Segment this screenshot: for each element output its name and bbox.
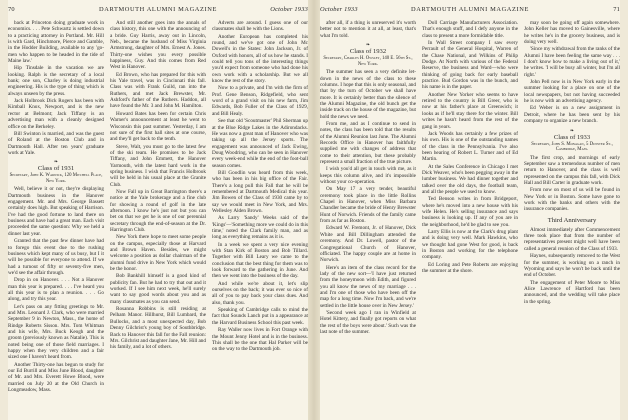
paragraph: Jack Holbrook Dick Rogers has been with Kimball Knox, Newport, and is the new rector at Belmont; Jack Tiffany is an advertising man with a cleanly designed office on the Berkeley. <box>8 98 104 130</box>
paragraph: The engagement of Peter Moore to Miss Alice Lawrence of Hartford has been announced, and the wedding will take place in the spring. <box>524 279 620 305</box>
paragraph: In Wall Street company I saw every Perrault of the General Hospital, Warren of the Chase National, and Wilkins of Philip Dodge. At North with various of the Federal Reserve, the business and Ward—who were thinking of going back for early baseball practice. Bud Gordon was in the bunch, and his name is in the paper. <box>422 40 518 91</box>
magazine-title: DARTMOUTH ALUMNI MAGAZINE <box>411 6 529 13</box>
paragraph: Hip Tinsdale in the vacation we are looking. Ralph is the secretary of a local bank; one son, Charley is doing industrial engineering. His is the type of thing which is always unseen by the press. <box>8 65 104 97</box>
page-gutter <box>308 0 320 420</box>
paragraph: Haynes, subsequently removed to the West for the summer, is working on a ranch in Wyoming and says he won't be back until the end of October. <box>524 253 620 279</box>
paragraph: Steve, Walt, you must go to the latest few of the ski team. He promises to be Jack Tiffany, and John Emmett, the Hanover Yarmouth, with the latest hard work in the spring business. I wish that Francis Holbrook will be held in his usual place at the Granite Club. <box>110 143 206 188</box>
paragraph: Jack Woods has certainly a few prizes of his own. His is one of the outstanding names of the class in the Pennsylvania. I've also been hearing of Robert L. Turner and of Ed Martin. <box>422 130 518 163</box>
class-section-heading <box>320 43 416 67</box>
paragraph: Here's an item of the class record for the lady of the new sort—'I have just returned from the honeymoon with Edith, and figured you all know the news of my marriage . . . and I'm one of those who have been off the map for a long time. Now I'm back, and we're settled in the little house over in New Jersey.' <box>320 264 416 309</box>
text-column <box>422 20 518 416</box>
paragraph: Larry Ellis is now at the Clark's drug plant and is doing very well. Mark Hawkins, who we thought had gone West for good, is back in Boston and working for the telephone company. <box>422 229 518 261</box>
paragraph: Edward W. Fremont, Jr. of Hanover, Dick White and Bill Dillingham attended the ceremony. And Dr. Lowell, pastor of the Congregational Church of Hanover, officiated. The happy couple are at home in Norwich. <box>320 225 416 264</box>
paragraph: 'Second week ago I ran in Winfield at Hotel Kittery, and finally got reports on what the rest of the boys were about.' Such was the last note of the summer. <box>320 309 416 335</box>
paragraph: At the Sales Conference in Chicago I met Dick Weaver, who's been pegging away in the lumber business. We had dinner together and talked over the old days, the football team, and all the people we used to know. <box>422 163 518 195</box>
ornament-icon: ❧ <box>53 160 59 166</box>
paragraph: Almost immediately after Commencement three took place that from the number of representatives present might well have been called a general reunion of the Class of 1933. <box>524 226 620 252</box>
paragraph: And still another goes into the annals of class history, this one with the announcing of a bride. Guy Harris, away out in Lincoln, Neb., became the husband of Miss Virginia Armstrong, daughter of Mrs. Ernest A. Jones. Thirty-one wishes you every possible happiness, Guy. And this comes from Red West in Hanover. <box>110 20 206 71</box>
text-column <box>8 20 104 416</box>
paragraph: back at Princeton doing graduate work in economics. . . . Pete Schwartz is settled down to a practicing attorney in Portland. Mr. Hill is with Gard, Hinchmore, Pierce and Gamble, in the Hodder Building, available to any 'go-men who happen to be headed in the tide of Maine law.' <box>8 20 104 65</box>
paragraph: Ed Brown, who has prepared for this with his Yale travel, was in Cincinnati this fall. Class was with Frank Guild, ran into the Ruthers, and met Jack Brewster, Mr. Ashford's father of the Ruthers. Haddon, all have found the Mr. 3 and John M. Hamilton. <box>110 71 206 110</box>
paragraph: Speaking of Cambridge calls to mind the fact that Sounds Lanch put in a appearance at the Harvard Business School this past week. <box>212 307 308 326</box>
paragraph: Bill Swinton is married, and was the guest of Roland at the Boston Club and in Dartmouth Hall. After ten years' graduate work at Yale. <box>8 130 104 156</box>
ornament-icon: ❧ <box>365 43 371 49</box>
ornament-icon: ❧ <box>569 128 575 134</box>
paragraph: And while we're about it, let's slip ourselves on the back; it was ever so nice of all of you to pay back your class dues. And also, thank you. <box>212 280 308 306</box>
paragraph: 'Since my withdrawal from the ranks of the Alumni I have been feeling the same way . . . I don't know how to make a living out of it,' he writes. 'I will be busy all winter, but I'm all right.' <box>524 46 620 78</box>
text-column <box>110 20 206 416</box>
page-number: 71 <box>613 6 620 13</box>
class-heading: Class of 1933 <box>553 133 591 141</box>
paragraph: Another New Yorker who seems to have retired to the country is Bill Greer, who is now at his father's place at Greenwich; it looks as if he'll stay there for the winter. Bill writes he hasn't heard from the rest of the gang in years. <box>422 91 518 130</box>
paragraph: Ed Loring and Pete Roberts are enjoying the summer at the shore. <box>422 261 518 275</box>
class-heading: Third Anniversary <box>547 216 597 224</box>
class-section-heading <box>524 217 620 225</box>
paragraph: Bob Bankhill himself is a good kind of publicity fan. But he had to try that out and it worked. If I see him next week, he'll surely want to say good words about you and as many classmates as you can send. <box>110 273 206 305</box>
paragraph: The first crop, and mornings of early September saw a tremendous number of men return to Hanover, and the class is well represented on the campus this fall, with Dick Hall and Bill Carter in graduate work. <box>524 154 620 187</box>
paragraph: From now on most of us will be found in New York or in Boston. Some have gone to work with the banks and others with the insurance companies. <box>524 187 620 213</box>
left-page <box>8 0 308 420</box>
left-columns <box>8 20 308 416</box>
paragraph: Well, believe it or not, they're displaying Dartmouth business in the Hanover engagement. Mr. and Mrs. George Bassett certainly does high. But speaking of Harrison. I've had the good fortune to land there on business and have had a great man. Each visit proceeded the same question: Why we held a dinner last year. <box>8 186 104 237</box>
paragraph: Ed Weber is on a new assignment in Detroit, where he has been sent by his company to organize a new branch. <box>524 105 620 125</box>
paragraph: after all, if a thing is unreserved it's worth better not to mention it at all, at least, that's what I'm told. <box>320 20 416 39</box>
paragraph: Granted that the past few dinner have had to forego this event due to the rushing business which kept many of us busy, but I it will be possible for everyone to attend. If we had a turnout of fifty or seventy-five men, we'd see the affair through. <box>8 238 104 276</box>
paragraph: Ray Waller now lives in Fort Orange with the Mount Jenny Hotel and is in the business. This shall be the one that Hal Parker will be on the way to the Dartmouth job. <box>212 327 308 353</box>
class-section-heading <box>8 160 104 184</box>
right-page <box>320 0 620 420</box>
class-secretary-line: Secretary, John K. Warwick, 120 Mitchell Place, New York. <box>9 173 103 184</box>
right-running-head <box>320 6 620 16</box>
paragraph: Bill Goodlin was heard from this week, who has been in his big office of the Fair. There's a long pull this Fall that he will be remembered at Dartmouth Medical this year. Jim Bowen of the Class of 1930 came by to say we would meet in New York, and Mrs. Wellesley Alden Brown. <box>212 169 308 214</box>
paragraph: Rosanna Robbins is still residing at Pelham Manor. Hillhurst, Bill Lumbard, the Bullocks, and a most unexpected day, Bob Denny Gilchrist's young boy of Southbridge. Back to Hanover this fall for the Fall reunion: Mrs. Gilchrist and daughter Jane, Mr. Hill and his family, and a lot of others. <box>110 306 206 351</box>
paragraph: Now Fall up in Great Barrington there's a notice at the Yale brokerage and a fine club for showing a round of golf in the late afternoon. I know he's just not but you can bet on that we get he is one of our perennial secretary through the end-of-season at the Dr. Harrington Club. <box>110 188 206 233</box>
paragraph: Adverts are around. I guess one of our classmates shall be with the Lions. <box>212 20 308 33</box>
paragraph: In a week we spent a very nice evening with Stan Kirk of Boston and Bob Tillard. Together with Bill Leary we came to the conclusion that the best thing for them was to look forward to the gathering in June. And then we went into the business of the day. <box>212 241 308 280</box>
paragraph: As Larry 'Sandy' Weeks said of the 'Kings'—'Something more we could do in this time,' noted the Clark family man, and as long as everything remains as it is. <box>212 215 308 241</box>
class-heading: Class of 1932 <box>349 48 387 56</box>
paragraph: I wish you'd all get in touch with me, as it keeps this column alive, and it's impossible without your co-operation. <box>320 166 416 186</box>
paragraph: See that old 'Scoutmaster' Phil Sherman up at the Blue Ridge Lakes in the Adirondacks. He was now a great man of Hanover who was taking up all the Jersey sports. The engagement was announced of Jack Ewing, Doug Woodring, who can be seen in Hanover every week-end while the end of the foot-ball season comes. <box>212 118 308 169</box>
paragraph: Doll Carriage Manufacturers Association. That's enough stuff, and I defy anyone in the class to present a more formidable title. <box>422 20 518 39</box>
paragraph: John Pell now is in New York early in the summer looking for a place on one of the local newspapers, but not having succeeded he is now with an advertising agency. <box>524 79 620 105</box>
paragraph: Howard Bates has been for certain Chris Warner's announcement at least he went to Wisconsin this past summer. Yesterday, I am not sure of the first hall sites at one course, and they'll get back to the tenth. <box>110 110 206 143</box>
class-heading: Class of 1931 <box>37 165 75 173</box>
paragraph: New York there hope to meet some people on the campus, especially those at Harvard and Brown Haven. Besides, we might welcome a position as dollar chairman of the alumni fund drive in New York which would be the honor. <box>110 234 206 273</box>
left-running-head <box>8 6 308 16</box>
text-column <box>320 20 416 416</box>
paragraph: On May 17 a very tender, beautiful ceremony took place in the little Rollins Chapel in Hanover, when Miss Barbara Chandler became the bride of Henry Brewster Hunt of Norwich. Friends of the family came from as far as Boston. <box>320 186 416 225</box>
class-section-heading <box>524 129 620 153</box>
issue-date: October 1933 <box>270 6 308 13</box>
paragraph: may soon be going off again somewhere. John Keller has moved to Gainesville, where he writes he's in the grocery business, and is doing very well. <box>524 20 620 46</box>
paragraph: From me, and as I continue to send in notes, the class has been told that the results of the Alumni Reunion last June. The Alumni Records Office in Hanover has faithfully supplied me with changes of address that come to their attention, but these probably represent a small fraction of the true picture. <box>320 120 416 166</box>
text-column <box>524 20 620 416</box>
text-column <box>212 20 308 416</box>
class-secretary-line: Secretary, Charles H. Owsley, 140 E. 56th St., New York. <box>323 56 413 67</box>
magazine-title: DARTMOUTH ALUMNI MAGAZINE <box>99 6 217 13</box>
paragraph: The summer has seen a very definite let-down in the news of the class to these columns. I hope that this is only seasonal, and that by the turn of October we shall have more. It is certainly better than the silence of the Alumni Magazine, the old bunch get the inside track on the house of the magazine, but hold the news we need. <box>320 69 416 120</box>
paragraph: Another European has completed his round, and we've got one of John Mc Dowell's in the States: John Jackson, Jr. of Oxford with honors, all of us how he stands. I could tell you tons of the interesting things you'd expect from someone who had done his own work with a scholarship. But we all know the rest of the story. <box>212 33 308 85</box>
class-secretary-line: Secretary, John S. Monagan, 5 Dunster St., Cambridge, Mass. <box>531 141 613 153</box>
paragraph: Ted Benson writes in from Bridgeport, where he's moved into a new house with his wife Helen. He's selling insurance and says business is looking up. If any of you are in the neighborhood, he'd be glad to see you. <box>422 196 518 228</box>
right-columns <box>320 20 620 416</box>
paragraph: Another Thirty-one has begun to study for our Ed Burrill and Miss June Blood, daughter of Mr. and Mrs. Everett Howe Blood, were married on July 20 at the Old Church in Longmeadow, Mass. <box>8 361 104 394</box>
paragraph: Let's pass on any fitting greetings to Mr. and Mrs. Leonard J. Clark, who were married September 9 in Newton, Mass., the home of Rindge Roberts Sisson. Mrs. Tom Whitman and his wife, Mrs. Buck Keogh and the groom (previously known as Natalie). This is noted being one of those field marriages. I happy when they very children and a fair sized one I haven't heard from. <box>8 303 104 361</box>
page-number: 70 <box>8 6 15 13</box>
paragraph: Now to a private, and I'm with the firm of Prof. Gene Benson, Ridgefield, who sent word of a grand visit on his new farm, Jim Edwards, Bob Fuller of the Class of 1929, and Bill Healy. <box>212 85 308 117</box>
issue-date: October 1933 <box>320 6 358 13</box>
paragraph: Drop in on Hanover. . . . Not a Hanover man this year is prepared. . . . I've heard you all this year is to plan a reunion. . . . Go along, and try this year. <box>8 277 104 303</box>
